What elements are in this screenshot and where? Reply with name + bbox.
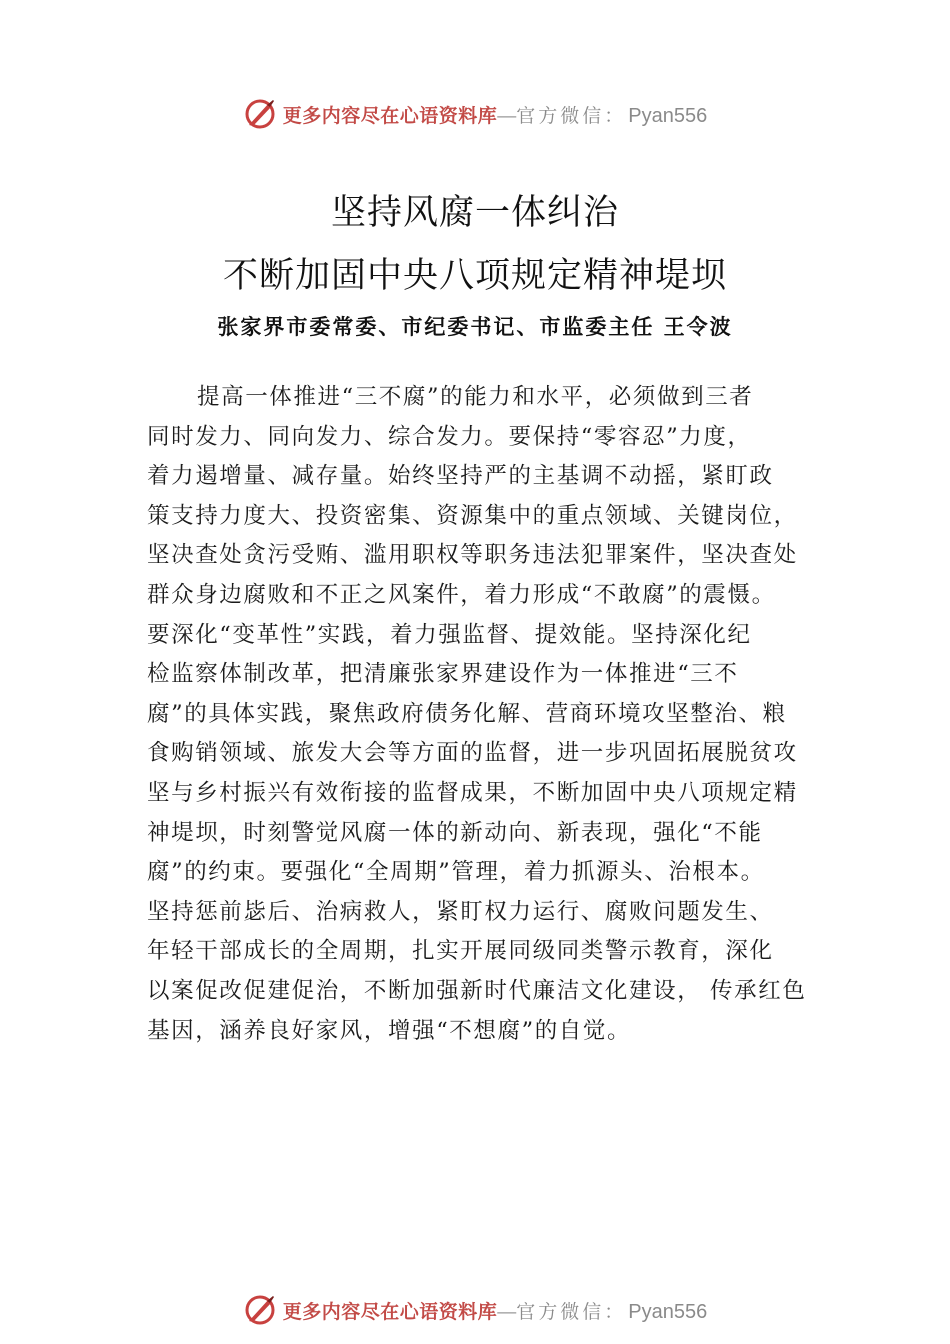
body-line: 提高一体推进“三不腐”的能力和水平，必须做到三者	[197, 384, 754, 410]
document-title-line-2: 不断加固中央八项规定精神堤坝	[222, 256, 727, 296]
banner-wechat-label: 官方微信：	[516, 1300, 627, 1323]
body-line: 腐”的具体实践，聚焦政府债务化解、营商环境攻坚整治、粮	[147, 700, 787, 727]
banner-text	[283, 1297, 708, 1324]
body-line: 坚持惩前毖后、治病救人，紧盯权力运行、腐败问题发生、	[147, 898, 774, 925]
author-byline: 张家界市委常委、市纪委书记、市监委主任 王令波	[217, 314, 733, 339]
document-title-line-1: 坚持风腐一体纠治	[330, 193, 619, 233]
body-line: 基因，涵养良好家风，增强“不想腐”的自觉。	[147, 1017, 632, 1044]
quill-pen-logo-icon	[243, 97, 277, 131]
banner-dash: —	[497, 105, 517, 127]
banner-slogan: 更多内容尽在心语资料库	[282, 104, 498, 127]
banner-dash: —	[497, 1301, 517, 1323]
body-line: 群众身边腐败和不正之风案件，着力形成“不敢腐”的震慑。	[147, 581, 776, 608]
header-banner	[0, 92, 950, 136]
banner-wechat-account: Pyan556	[628, 104, 708, 127]
body-line: 策支持力度大、投资密集、资源集中的重点领域、关键岗位，	[147, 502, 798, 529]
banner-wechat-label: 官方微信：	[516, 104, 627, 127]
body-line: 着力遏增量、减存量。始终坚持严的主基调不动摇，紧盯政	[147, 463, 774, 490]
body-line: 检监察体制改革，把清廉张家界建设作为一体推进“三不	[147, 661, 739, 688]
body-line: 腐”的约束。要强化“全周期”管理，着力抓源头、治根本。	[147, 859, 765, 886]
body-line: 年轻干部成长的全周期，扎实开展同级同类警示教育，深化	[147, 938, 774, 965]
banner-slogan: 更多内容尽在心语资料库	[282, 1300, 498, 1323]
body-line: 同时发力、同向发力、综合发力。要保持“零容忍”力度，	[147, 423, 752, 450]
body-line: 要深化“变革性”实践，着力强监督、提效能。坚持深化纪	[147, 621, 752, 648]
body-line: 神堤坝，时刻警觉风腐一体的新动向、新表现，强化“不能	[147, 819, 763, 846]
body-paragraph	[147, 378, 837, 1051]
footer-banner	[0, 1288, 950, 1332]
banner-text	[283, 101, 708, 128]
body-line: 以案促改促建促治，不断加强新时代廉洁文化建设， 传承红色	[147, 977, 807, 1004]
body-line: 坚与乡村振兴有效衔接的监督成果，不断加固中央八项规定精	[147, 779, 798, 806]
body-line: 食购销领域、旅发大会等方面的监督，进一步巩固拓展脱贫攻	[147, 740, 798, 767]
banner-wechat-account: Pyan556	[628, 1300, 708, 1323]
quill-pen-logo-icon	[243, 1293, 277, 1327]
body-line: 坚决查处贪污受贿、滥用职权等职务违法犯罪案件，坚决查处	[147, 542, 798, 569]
